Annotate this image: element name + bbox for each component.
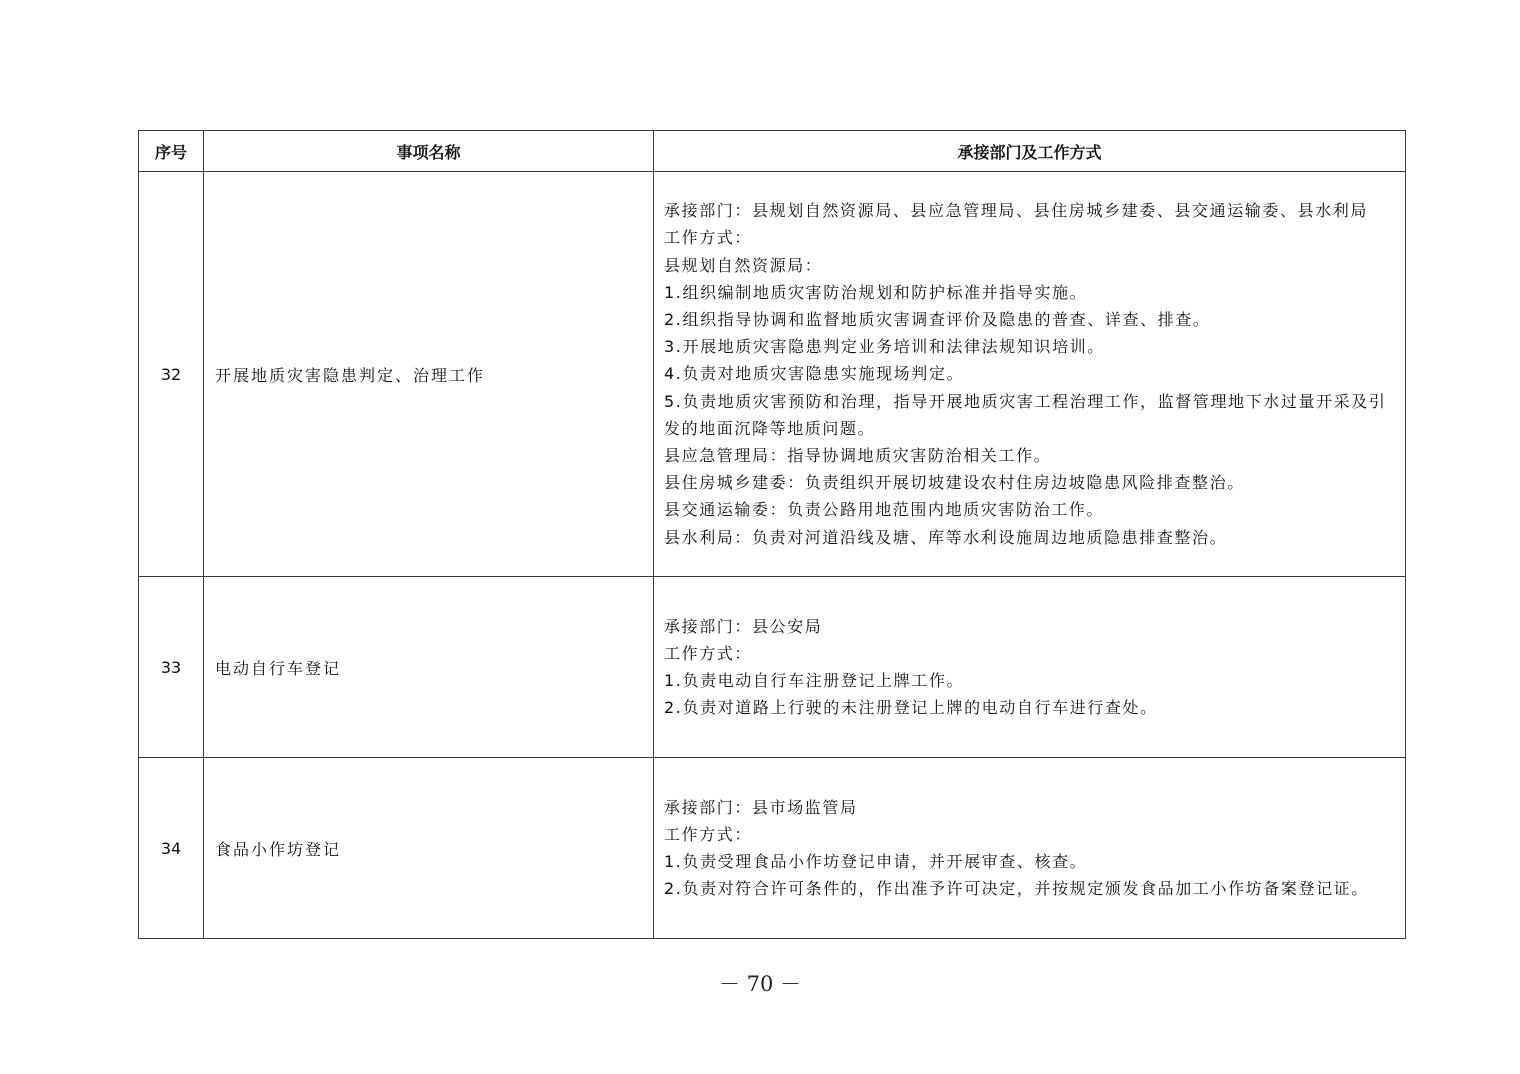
- row-number: 34: [139, 758, 204, 939]
- header-row: [139, 131, 1406, 172]
- row-number: 32: [139, 172, 204, 577]
- header-no: 序号: [139, 131, 204, 172]
- dept-line: 县水利局：负责对河道沿线及塘、库等水利设施周边地质隐患排查整治。: [664, 527, 1228, 547]
- dept-line: 承接部门：县公安局: [664, 616, 823, 636]
- item-name: 电动自行车登记: [204, 577, 654, 758]
- item-name: 食品小作坊登记: [204, 758, 654, 939]
- dept-line: 县住房城乡建委：负责组织开展切坡建设农村住房边坡隐患风险排查整治。: [664, 473, 1245, 493]
- dept-and-method: [654, 577, 1406, 758]
- header-dept: 承接部门及工作方式: [654, 131, 1406, 172]
- dept-line: 县交通运输委：负责公路用地范围内地质灾害防治工作。: [664, 500, 1105, 520]
- item-name: 开展地质灾害隐患判定、治理工作: [204, 172, 654, 577]
- header-name: 事项名称: [204, 131, 654, 172]
- dept-line: 1.负责受理食品小作坊登记申请，并开展审查、核查。: [664, 852, 1088, 871]
- dept-line: 承接部门：县市场监管局: [664, 797, 858, 817]
- dept-line: 4.负责对地质灾害隐患实施现场判定。: [664, 364, 965, 384]
- dept-line: 2.组织指导协调和监督地质灾害调查评价及隐患的普查、详查、排查。: [664, 309, 1211, 329]
- dept-line: 2.负责对符合许可条件的，作出准予许可决定，并按规定颁发食品加工小作坊备案登记证。: [664, 879, 1369, 899]
- dept-and-method: [654, 172, 1406, 577]
- page-number: － 70 －: [718, 972, 802, 996]
- dept-and-method: [654, 758, 1406, 939]
- dept-line: 3.开展地质灾害隐患判定业务培训和法律法规知识培训。: [664, 337, 1105, 357]
- row-number: 33: [139, 577, 204, 758]
- dept-line: 2.负责对道路上行驶的未注册登记上牌的电动自行车进行查处。: [664, 698, 1158, 718]
- dept-line: 5.负责地质灾害预防和治理，指导开展地质灾害工程治理工作，监督管理地下水过量开采及引发的地面沉降等地质问题。: [664, 391, 1387, 438]
- dept-line: 县应急管理局：指导协调地质灾害防治相关工作。: [664, 446, 1052, 465]
- items-table: [138, 130, 1406, 939]
- table-row: [139, 758, 1406, 939]
- dept-line: 1.负责电动自行车注册登记上牌工作。: [664, 671, 965, 690]
- dept-line: 承接部门：县规划自然资源局、县应急管理局、县住房城乡建委、县交通运输委、县水利局: [664, 201, 1369, 221]
- table-row: [139, 577, 1406, 758]
- dept-line: 工作方式：: [664, 824, 753, 844]
- dept-line: 工作方式：: [664, 228, 753, 248]
- dept-line: 工作方式：: [664, 643, 753, 663]
- table-row: [139, 172, 1406, 577]
- dept-line: 县规划自然资源局：: [664, 255, 823, 275]
- dept-line: 1.组织编制地质灾害防治规划和防护标准并指导实施。: [664, 282, 1088, 302]
